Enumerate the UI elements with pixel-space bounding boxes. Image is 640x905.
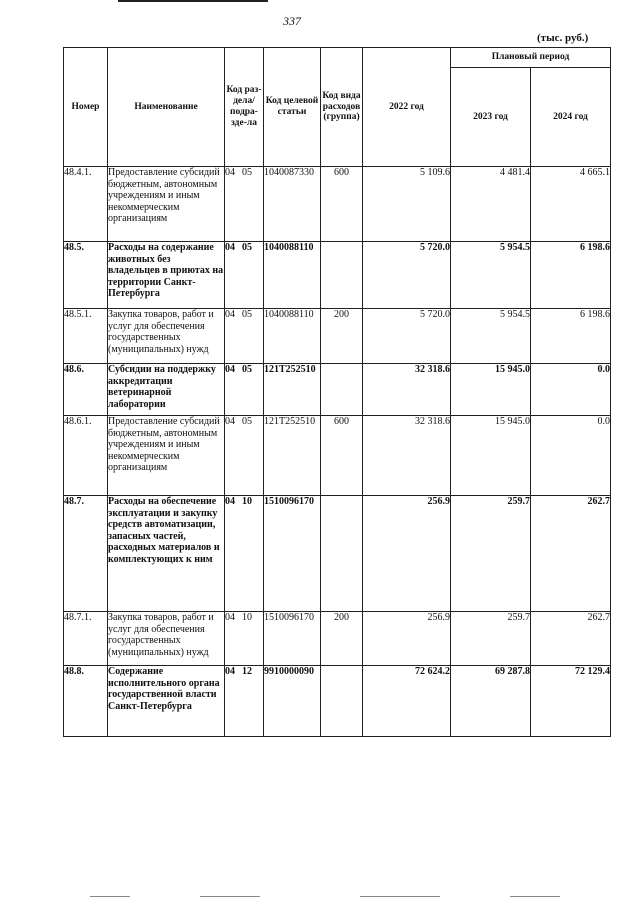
page-number: 337 (283, 14, 301, 28)
row-amount-2024: 262.7 (531, 496, 611, 612)
row-amount-2024: 0.0 (531, 416, 611, 496)
table-header (64, 48, 611, 167)
row-number: 48.5.1. (64, 309, 108, 364)
row-number: 48.6. (64, 364, 108, 416)
row-name: Субсидии на поддержку аккредитации ветеринарной лаборатории (108, 364, 225, 416)
subsection-code: 12 (242, 666, 252, 677)
header-plan-period: Плановый период (451, 48, 611, 68)
row-amount-2023: 259.7 (451, 612, 531, 666)
row-target-code: 1510096170 (264, 612, 321, 666)
table-row (64, 612, 611, 666)
row-name: Расходы на содержание животных без владельцев в приютах на территории Санкт-Петербурга (108, 242, 225, 309)
budget-table (63, 47, 611, 737)
subsection-code: 05 (242, 242, 252, 253)
header-name: Наименование (108, 48, 225, 167)
row-number: 48.4.1. (64, 167, 108, 242)
row-amount-2022: 32 318.6 (363, 416, 451, 496)
section-code: 04 (225, 167, 235, 178)
table-row (64, 666, 611, 737)
row-target-code: 1040088110 (264, 242, 321, 309)
row-amount-2024: 6 198.6 (531, 309, 611, 364)
header-2023: 2023 год (451, 68, 531, 167)
row-amount-2022: 5 720.0 (363, 242, 451, 309)
row-section-code (225, 242, 264, 309)
row-amount-2024: 262.7 (531, 612, 611, 666)
header-expense-type: Код вида расходов (группа) (321, 48, 363, 167)
subsection-code: 05 (242, 167, 252, 178)
subsection-code: 05 (242, 309, 252, 320)
row-expense-type: 200 (321, 309, 363, 364)
row-amount-2022: 256.9 (363, 612, 451, 666)
top-rule (118, 0, 268, 2)
row-target-code: 1510096170 (264, 496, 321, 612)
row-section-code (225, 416, 264, 496)
row-number: 48.5. (64, 242, 108, 309)
row-section-code (225, 309, 264, 364)
row-name: Предоставление субсидий бюджетным, автономным учреждениям и иным некоммерческим организациям (108, 167, 225, 242)
row-amount-2022: 5 720.0 (363, 309, 451, 364)
row-name: Закупка товаров, работ и услуг для обеспечения государственных (муниципальных) нужд (108, 612, 225, 666)
row-expense-type (321, 242, 363, 309)
row-name: Предоставление субсидий бюджетным, автономным учреждениям и иным некоммерческим организациям (108, 416, 225, 496)
row-amount-2023: 5 954.5 (451, 309, 531, 364)
header-2024: 2024 год (531, 68, 611, 167)
row-amount-2023: 15 945.0 (451, 364, 531, 416)
table-row (64, 364, 611, 416)
row-section-code (225, 612, 264, 666)
row-amount-2022: 256.9 (363, 496, 451, 612)
section-code: 04 (225, 309, 235, 320)
subsection-code: 05 (242, 364, 252, 375)
table-row (64, 309, 611, 364)
row-number: 48.8. (64, 666, 108, 737)
row-number: 48.7.1. (64, 612, 108, 666)
row-name: Закупка товаров, работ и услуг для обеспечения государственных (муниципальных) нужд (108, 309, 225, 364)
table-row (64, 496, 611, 612)
table-row (64, 416, 611, 496)
row-amount-2024: 4 665.1 (531, 167, 611, 242)
row-section-code (225, 167, 264, 242)
subsection-code: 10 (242, 496, 252, 507)
table-row (64, 167, 611, 242)
section-code: 04 (225, 612, 235, 623)
row-amount-2022: 32 318.6 (363, 364, 451, 416)
row-amount-2024: 0.0 (531, 364, 611, 416)
row-amount-2024: 72 129.4 (531, 666, 611, 737)
row-amount-2023: 4 481.4 (451, 167, 531, 242)
row-target-code: 121Т252510 (264, 364, 321, 416)
row-amount-2024: 6 198.6 (531, 242, 611, 309)
row-expense-type: 200 (321, 612, 363, 666)
header-section-code: Код раз-дела/ подра-зде-ла (225, 48, 264, 167)
section-code: 04 (225, 496, 235, 507)
row-target-code: 1040087330 (264, 167, 321, 242)
row-target-code: 121Т252510 (264, 416, 321, 496)
subsection-code: 10 (242, 612, 252, 623)
subsection-code: 05 (242, 416, 252, 427)
row-amount-2023: 15 945.0 (451, 416, 531, 496)
units-label: (тыс. руб.) (537, 32, 589, 44)
row-number: 48.6.1. (64, 416, 108, 496)
row-amount-2023: 259.7 (451, 496, 531, 612)
section-code: 04 (225, 364, 235, 375)
row-expense-type: 600 (321, 416, 363, 496)
scan-artifact-marks (60, 893, 580, 899)
row-section-code (225, 666, 264, 737)
row-amount-2022: 72 624.2 (363, 666, 451, 737)
row-section-code (225, 364, 264, 416)
section-code: 04 (225, 666, 235, 677)
section-code: 04 (225, 242, 235, 253)
row-amount-2023: 69 287.8 (451, 666, 531, 737)
row-amount-2023: 5 954.5 (451, 242, 531, 309)
row-expense-type (321, 364, 363, 416)
row-expense-type (321, 496, 363, 612)
row-section-code (225, 496, 264, 612)
row-expense-type (321, 666, 363, 737)
row-target-code: 9910000090 (264, 666, 321, 737)
table-row (64, 242, 611, 309)
row-name: Содержание исполнительного органа государственной власти Санкт-Петербурга (108, 666, 225, 737)
row-expense-type: 600 (321, 167, 363, 242)
section-code: 04 (225, 416, 235, 427)
header-target-code: Код целевой статьи (264, 48, 321, 167)
row-amount-2022: 5 109.6 (363, 167, 451, 242)
header-number: Номер (64, 48, 108, 167)
row-number: 48.7. (64, 496, 108, 612)
row-name: Расходы на обеспечение эксплуатации и закупку средств автоматизации, запасных частей, расходных материалов и комплектующих к ним (108, 496, 225, 612)
row-target-code: 1040088110 (264, 309, 321, 364)
table-body (64, 167, 611, 737)
header-2022: 2022 год (363, 48, 451, 167)
